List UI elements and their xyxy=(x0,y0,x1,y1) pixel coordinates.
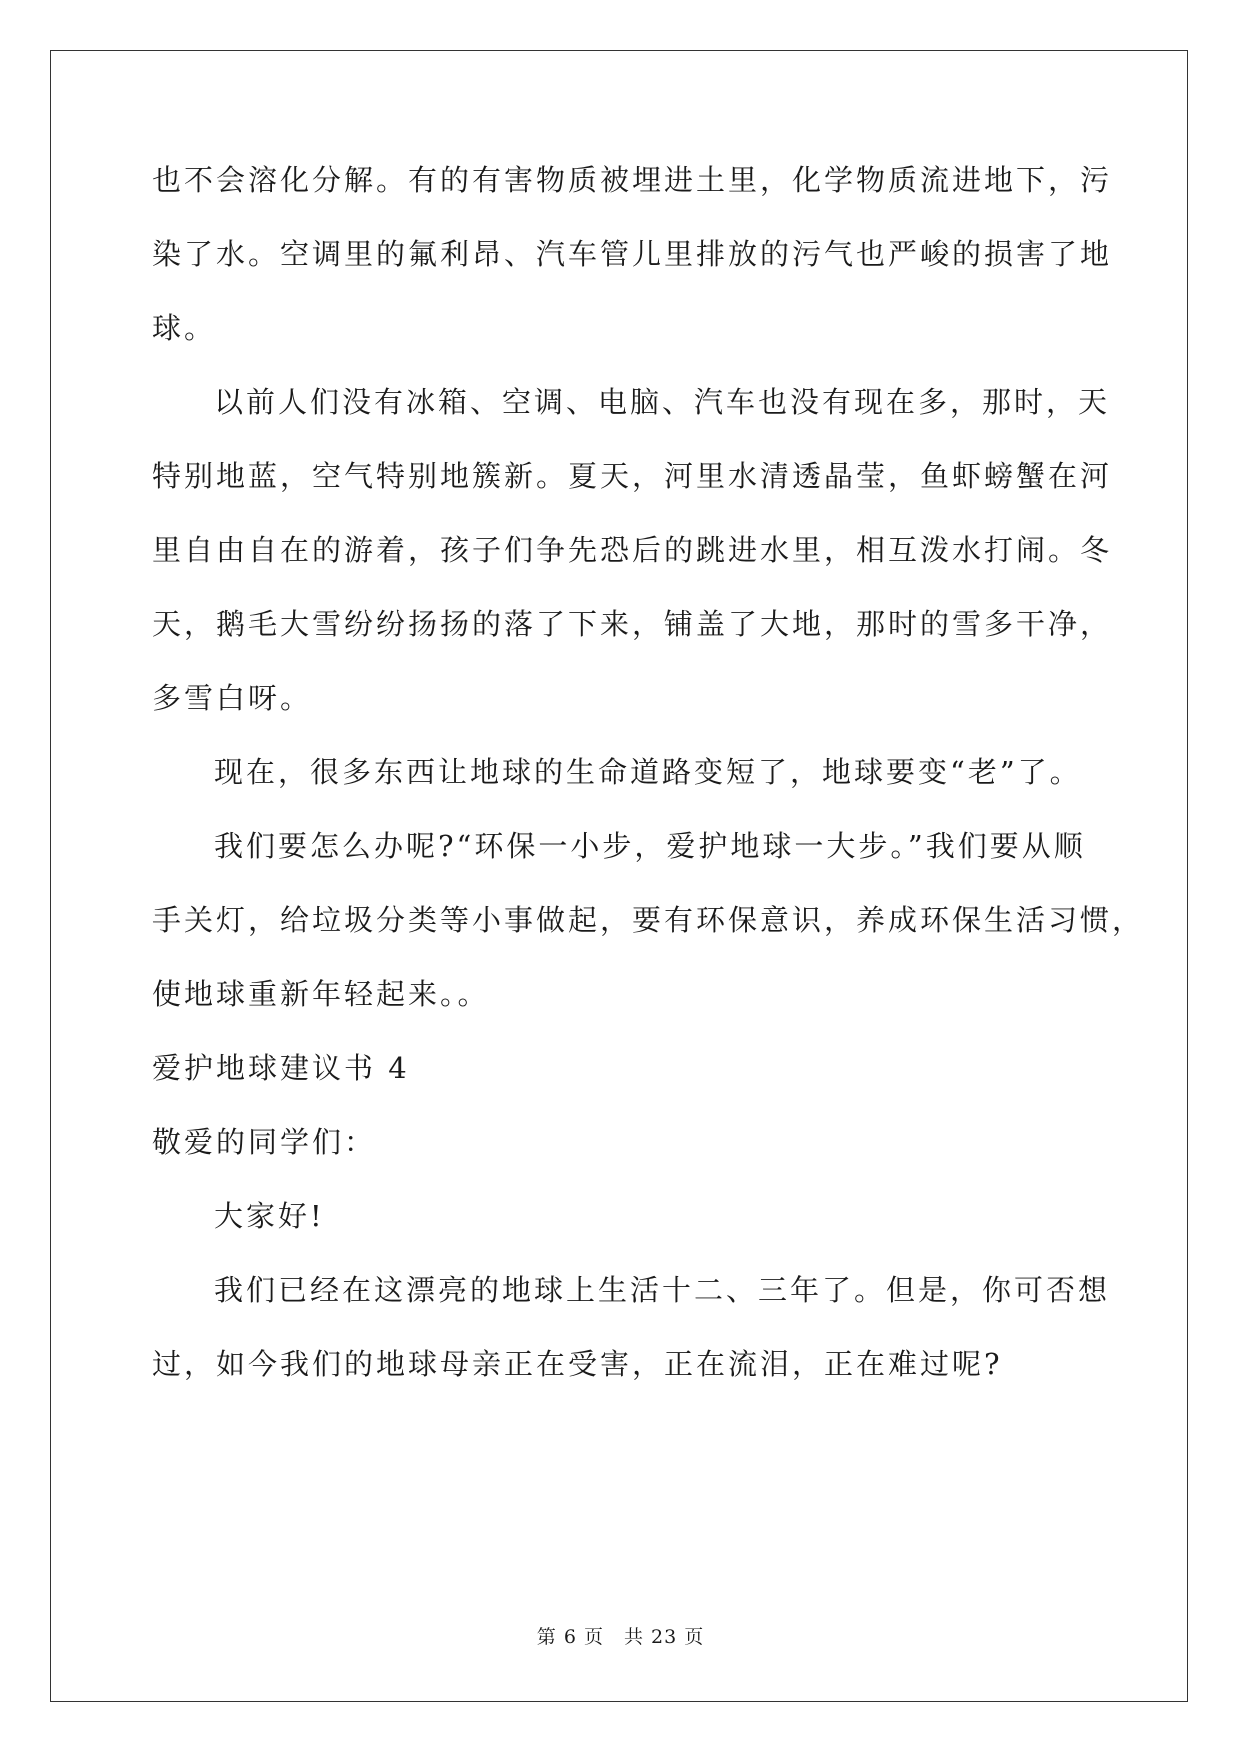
text-line: 手关灯，给垃圾分类等小事做起，要有环保意识，养成环保生活习惯， xyxy=(152,903,1145,937)
page-border xyxy=(50,50,1188,1702)
text-line: 天，鹅毛大雪纷纷扬扬的落了下来，铺盖了大地，那时的雪多干净， xyxy=(152,607,1113,641)
page-footer: 第 6 页 共 23 页 xyxy=(536,1626,705,1648)
text-line: 球。 xyxy=(152,311,217,345)
text-line: 染了水。空调里的氟利昂、汽车管儿里排放的污气也严峻的损害了地 xyxy=(152,237,1113,271)
text-line: 也不会溶化分解。有的有害物质被埋进土里，化学物质流进地下，污 xyxy=(152,163,1113,197)
paragraph-first-line: 现在，很多东西让地球的生命道路变短了，地球要变“老”了。 xyxy=(214,755,1082,789)
text-line: 过，如今我们的地球母亲正在受害，正在流泪，正在难过呢? xyxy=(152,1347,1003,1381)
section-title: 爱护地球建议书 4 xyxy=(152,1051,410,1085)
text-line: 多雪白呀。 xyxy=(152,681,313,715)
text-line: 使地球重新年轻起来。。 xyxy=(152,977,490,1011)
text-line: 里自由自在的游着，孩子们争先恐后的跳进水里，相互泼水打闹。冬 xyxy=(152,533,1113,567)
text-line: 特别地蓝，空气特别地簇新。夏天，河里水清透晶莹，鱼虾螃蟹在河 xyxy=(152,459,1113,493)
paragraph-first-line: 我们已经在这漂亮的地球上生活十二、三年了。但是，你可否想 xyxy=(214,1273,1111,1307)
greeting: 大家好! xyxy=(214,1199,325,1233)
paragraph-first-line: 我们要怎么办呢?“环保一小步，爱护地球一大步。”我们要从顺 xyxy=(214,829,1086,863)
paragraph-first-line: 以前人们没有冰箱、空调、电脑、汽车也没有现在多，那时，天 xyxy=(214,385,1111,419)
salutation: 敬爱的同学们： xyxy=(152,1125,377,1159)
